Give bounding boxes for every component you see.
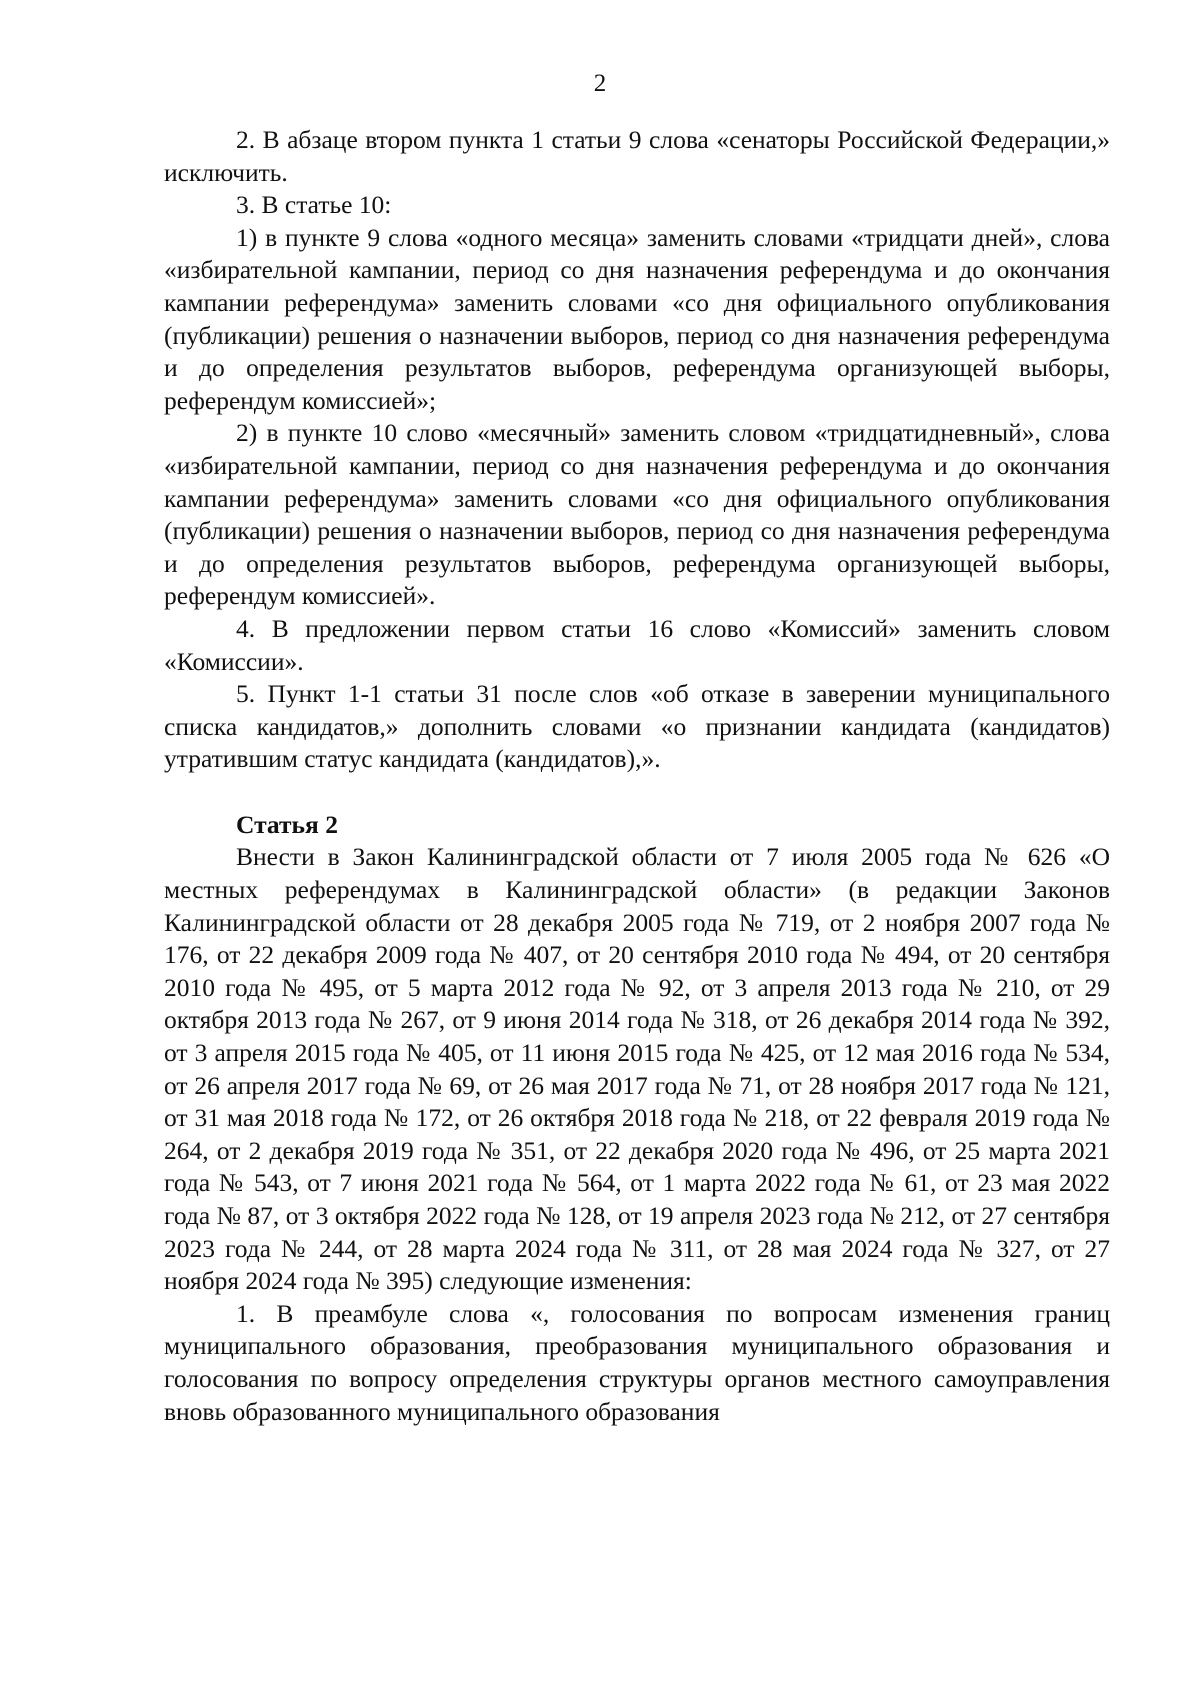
article-heading: Статья 2 <box>236 809 338 839</box>
paragraph-item-5: 5. Пункт 1-1 статьи 31 после слов «об отказе в заверении муниципального списка кандидатов,» дополнить словами «о признании кандидата (кандидатов) утратившим статус кандидата (кандидатов),». <box>164 679 1110 774</box>
paragraph-item-3: 3. В статье 10: <box>236 190 392 220</box>
subparagraph-1: 1) в пункте 9 слова «одного месяца» заменить словами «тридцати дней», слова «избирательной кампании, период со дня назначения референдума и до окончания кампании референдума» заменить словами «со дня официального опубликования (публикации) решения о назначении выборов, период со дня назначения референдума и до определения результатов выборов, референдума организующей выборы, референдум комиссией»; <box>164 222 1110 415</box>
article-2-intro: Внести в Закон Калининградской области от 7 июля 2005 года № 626 «О местных референдумах в Калининградской области» (в редакции Законов Калининградской области от 28 декабря 2005 года № 719, от 2 ноября 2007 года № 176, от 22 декабря 2009 года № 407, от 20 сентября 2010 года № 494, от 20 сентября 2010 года № 495, от 5 марта 2012 года № 92, от 3 апреля 2013 года № 210, от 29 октября 2013 года № 267, от 9 июня 2014 года № 318, от 26 декабря 2014 года № 392, от 3 апреля 2015 года № 405, от 11 июня 2015 года № 425, от 12 мая 2016 года № 534, от 26 апреля 2017 года № 69, от 26 мая 2017 года № 71, от 28 ноября 2017 года № 121, от 31 мая 2018 года № 172, от 26 октября 2018 года № 218, от 22 февраля 2019 года № 264, от 2 декабря 2019 года № 351, от 22 декабря 2020 года № 496, от 25 марта 2021 года № 543, от 7 июня 2021 года № 564, от 1 марта 2022 года № 61, от 23 мая 2022 года № 87, от 3 октября 2022 года № 128, от 19 апреля 2023 года № 212, от 27 сентября 2023 года № 244, от 28 марта 2024 года № 311, от 28 мая 2024 года № 327, от 27 ноября 2024 года № 395) следующие изменения: <box>164 842 1110 1296</box>
page-number: 2 <box>593 70 607 97</box>
subparagraph-2: 2) в пункте 10 слово «месячный» заменить словом «тридцатидневный», слова «избирательной кампании, период со дня назначения референдума и до окончания кампании референдума» заменить словами «со дня официального опубликования (публикации) решения о назначении выборов, период со дня назначения референдума и до определения результатов выборов, референдума организующей выборы, референдум комиссией». <box>164 418 1110 611</box>
article-2-item-1: 1. В преамбуле слова «, голосования по вопросам изменения границ муниципального образования, преобразования муниципального образования и голосования по вопросу определения структуры органов местного самоуправления вновь образованного муниципального образования <box>164 1298 1110 1426</box>
paragraph-item-4: 4. В предложении первом статьи 16 слово «Комиссий» заменить словом «Комиссии». <box>164 613 1110 676</box>
document-body <box>164 124 1110 1428</box>
section-spacer <box>164 776 1110 809</box>
paragraph-item-2: 2. В абзаце втором пункта 1 статьи 9 слова «сенаторы Российской Федерации,» исключить. <box>164 125 1110 187</box>
